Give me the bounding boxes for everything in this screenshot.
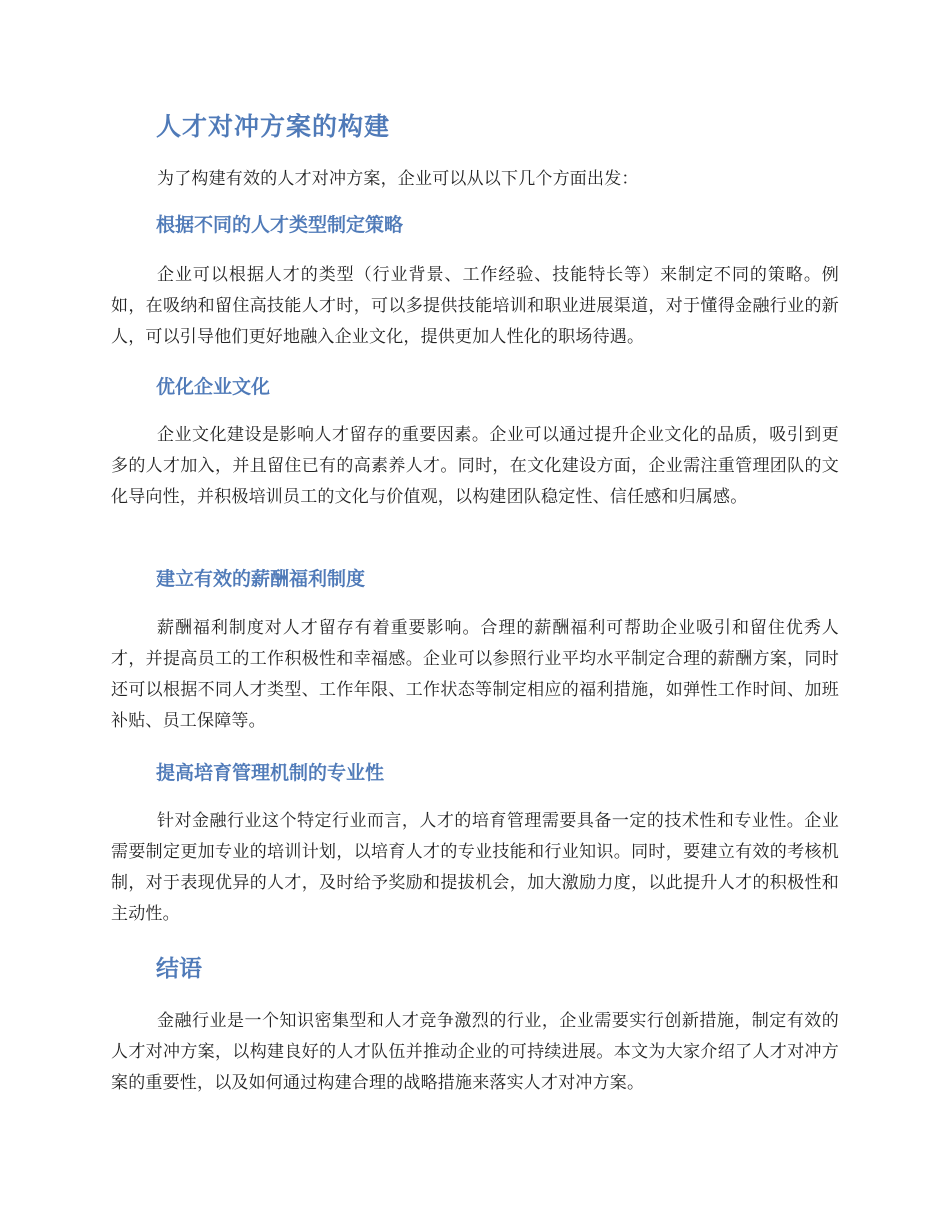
- conclusion-body: 金融行业是一个知识密集型和人才竞争激烈的行业，企业需要实行创新措施，制定有效的人才对冲方案，以构建良好的人才队伍并推动企业的可持续进展。本文为大家介绍了人才对冲方案的重要性，以及如何通过构建合理的战略措施来落实人才对冲方案。: [111, 1011, 839, 1093]
- section-body-2: 企业文化建设是影响人才留存的重要因素。企业可以通过提升企业文化的品质，吸引到更多的人才加入，并且留住已有的高素养人才。同时，在文化建设方面，企业需注重管理团队的文化导向性，并积极培训员工的文化与价值观，以构建团队稳定性、信任感和归属感。: [111, 425, 839, 507]
- section-heading-4: 提高培育管理机制的专业性: [156, 762, 385, 784]
- section-body-3: 薪酬福利制度对人才留存有着重要影响。合理的薪酬福利可帮助企业吸引和留住优秀人才，并提高员工的工作积极性和幸福感。企业可以参照行业平均水平制定合理的薪酬方案，同时还可以根据不同人才类型、工作年限、工作状态等制定相应的福利措施，如弹性工作时间、加班补贴、员工保障等。: [111, 618, 839, 731]
- section-heading-2: 优化企业文化: [156, 376, 271, 398]
- section-heading-1: 根据不同的人才类型制定策略: [156, 214, 404, 236]
- section-heading-3: 建立有效的薪酬福利制度: [156, 568, 366, 590]
- page-title: 人才对冲方案的构建: [156, 112, 391, 141]
- intro-paragraph: 为了构建有效的人才对冲方案，企业可以从以下几个方面出发：: [157, 169, 639, 189]
- section-body-1: 企业可以根据人才的类型（行业背景、工作经验、技能特长等）来制定不同的策略。例如，在吸纳和留住高技能人才时，可以多提供技能培训和职业进展渠道，对于懂得金融行业的新人，可以引导他们更好地融入企业文化，提供更加人性化的职场待遇。: [111, 265, 839, 347]
- conclusion-heading: 结语: [156, 956, 202, 982]
- section-body-4: 针对金融行业这个特定行业而言，人才的培育管理需要具备一定的技术性和专业性。企业需要制定更加专业的培训计划，以培育人才的专业技能和行业知识。同时，要建立有效的考核机制，对于表现优异的人才，及时给予奖励和提拔机会，加大激励力度，以此提升人才的积极性和主动性。: [111, 811, 839, 924]
